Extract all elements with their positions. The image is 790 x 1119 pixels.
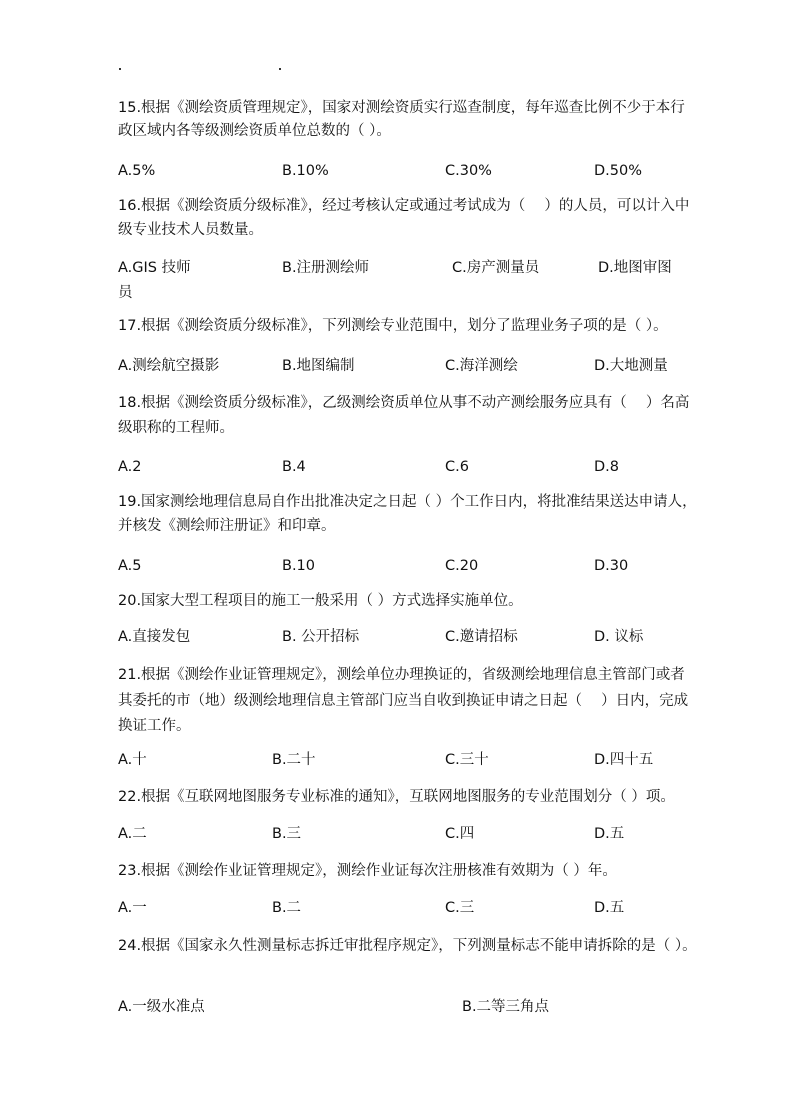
question-text-line: 16.根据《测绘资质分级标准》，经过考核认定或通过考试成为（ ）的人员，可以计入中 bbox=[118, 198, 690, 214]
answer-option: B.地图编制 bbox=[282, 358, 355, 374]
question-text-line: 21.根据《测绘作业证管理规定》，测绘单位办理换证的，省级测绘地理信息主管部门或者 bbox=[118, 667, 685, 683]
question-text-line: 政区域内各等级测绘资质单位总数的（ ）。 bbox=[118, 123, 391, 139]
answer-option: C.邀请招标 bbox=[445, 629, 518, 645]
answer-option: A.一 bbox=[118, 900, 147, 916]
answer-option: C.6 bbox=[445, 459, 469, 475]
answer-option: A.2 bbox=[118, 459, 142, 475]
question-text-line: 并核发《测绘师注册证》和印章。 bbox=[118, 518, 336, 534]
answer-option: C.三十 bbox=[445, 752, 489, 768]
question-text-line: 22.根据《互联网地图服务专业标准的通知》，互联网地图服务的专业范围划分（ ）项。 bbox=[118, 789, 675, 805]
header-dot-right bbox=[279, 68, 281, 70]
answer-option: D.五 bbox=[594, 900, 625, 916]
answer-option: D.四十五 bbox=[594, 752, 654, 768]
question-text-line: 换证工作。 bbox=[118, 718, 191, 734]
question-text-line: 15.根据《测绘资质管理规定》，国家对测绘资质实行巡查制度，每年巡查比例不少于本行 bbox=[118, 100, 685, 116]
answer-option: A.直接发包 bbox=[118, 629, 191, 645]
question-text-line: 24.根据《国家永久性测量标志拆迁审批程序规定》，下列测量标志不能申请拆除的是（ ）。 bbox=[118, 938, 697, 954]
answer-option: C.20 bbox=[445, 558, 479, 574]
answer-option: A.二 bbox=[118, 826, 147, 842]
answer-option: D.50% bbox=[594, 163, 643, 179]
answer-option: C.30% bbox=[445, 163, 492, 179]
answer-option: B.二等三角点 bbox=[462, 999, 550, 1015]
answer-option: A.5% bbox=[118, 163, 156, 179]
answer-option: C.海洋测绘 bbox=[445, 358, 518, 374]
answer-option: C.房产测量员 bbox=[452, 260, 540, 276]
answer-option: D. 议标 bbox=[594, 629, 644, 645]
answer-option: C.三 bbox=[445, 900, 475, 916]
answer-option: B.二十 bbox=[272, 752, 316, 768]
answer-option-wrap: 员 bbox=[118, 285, 133, 301]
answer-option: B.注册测绘师 bbox=[282, 260, 370, 276]
answer-option: D.大地测量 bbox=[594, 358, 668, 374]
answer-option: B.4 bbox=[282, 459, 306, 475]
answer-option: B.10 bbox=[282, 558, 316, 574]
question-text-line: 18.根据《测绘资质分级标准》，乙级测绘资质单位从事不动产测绘服务应具有（ ）名高 bbox=[118, 395, 690, 411]
answer-option: A.十 bbox=[118, 752, 147, 768]
answer-option: D.五 bbox=[594, 826, 625, 842]
question-text-line: 20.国家大型工程项目的施工一般采用（ ）方式选择实施单位。 bbox=[118, 593, 523, 609]
answer-option: A.一级水准点 bbox=[118, 999, 205, 1015]
question-text-line: 17.根据《测绘资质分级标准》，下列测绘专业范围中，划分了监理业务子项的是（ ）。 bbox=[118, 318, 668, 334]
question-text-line: 级职称的工程师。 bbox=[118, 420, 234, 436]
answer-option: D.地图审图 bbox=[598, 260, 672, 276]
answer-option: D.30 bbox=[594, 558, 629, 574]
question-text-line: 级专业技术人员数量。 bbox=[118, 222, 263, 238]
answer-option: C.四 bbox=[445, 826, 475, 842]
answer-option: D.8 bbox=[594, 459, 619, 475]
answer-option: B.三 bbox=[272, 826, 302, 842]
answer-option: A.5 bbox=[118, 558, 142, 574]
question-text-line: 其委托的市（地）级测绘地理信息主管部门应当自收到换证申请之日起（ ）日内，完成 bbox=[118, 693, 689, 709]
answer-option: B. 公开招标 bbox=[282, 629, 360, 645]
answer-option: B.二 bbox=[272, 900, 302, 916]
question-text-line: 19.国家测绘地理信息局自作出批准决定之日起（ ）个工作日内，将批准结果送达申请人， bbox=[118, 494, 697, 510]
question-text-line: 23.根据《测绘作业证管理规定》，测绘作业证每次注册核准有效期为（ ）年。 bbox=[118, 863, 617, 879]
answer-option: A.测绘航空摄影 bbox=[118, 358, 220, 374]
answer-option: B.10% bbox=[282, 163, 329, 179]
answer-option: A.GIS 技师 bbox=[118, 260, 191, 276]
header-dot-left bbox=[119, 68, 121, 70]
